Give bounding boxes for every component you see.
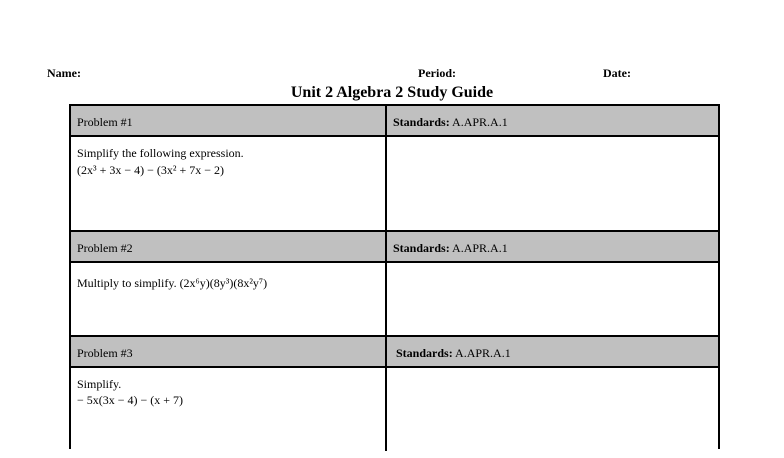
problem-3-expression: − 5x(3x − 4) − (x + 7)	[77, 393, 184, 407]
problem-2-content	[77, 275, 267, 291]
problem-1-body-row	[71, 137, 718, 232]
problem-2-standards: Standards: A.APR.A.1	[393, 241, 508, 255]
problem-3-instruction: Simplify.	[77, 377, 122, 391]
date-label: Date:	[603, 66, 631, 80]
problem-1-standards: Standards: A.APR.A.1	[393, 115, 508, 129]
name-label: Name:	[47, 66, 81, 80]
problem-3-label: Problem #3	[77, 346, 133, 360]
problem-1-header-row	[71, 106, 718, 137]
problem-2-instruction: Multiply to simplify.	[77, 276, 177, 290]
problem-3-header-row	[71, 337, 718, 368]
study-guide-table	[69, 104, 720, 449]
problem-3-standards: Standards: A.APR.A.1	[396, 346, 511, 360]
period-label: Period:	[418, 66, 456, 80]
problem-2-body-row	[71, 263, 718, 337]
problem-1-label: Problem #1	[77, 115, 133, 129]
problem-2-expression: (2x⁶y)(8y³)(8x²y⁷)	[179, 276, 268, 290]
page-title: Unit 2 Algebra 2 Study Guide	[290, 84, 494, 101]
column-divider	[385, 106, 387, 451]
problem-1-expression: (2x³ + 3x − 4) − (3x² + 7x − 2)	[77, 163, 225, 177]
problem-2-label: Problem #2	[77, 241, 133, 255]
problem-3-body-row	[71, 368, 718, 458]
problem-2-header-row	[71, 232, 718, 263]
problem-1-instruction: Simplify the following expression.	[77, 146, 244, 160]
